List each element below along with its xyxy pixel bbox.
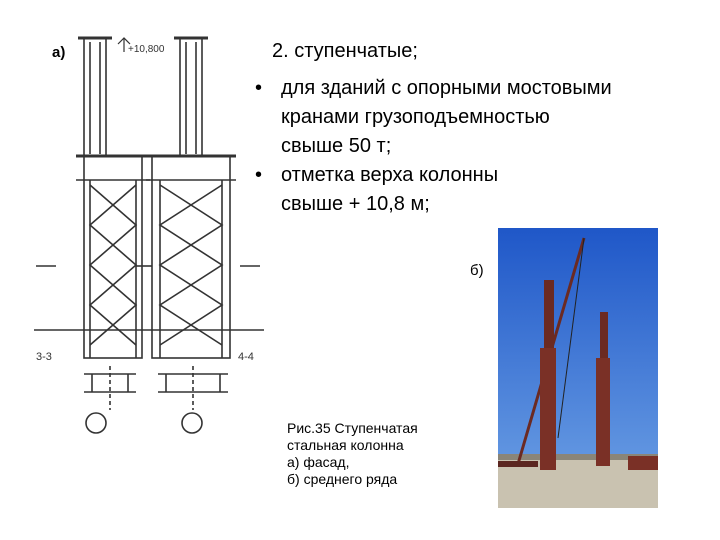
left-axis-bubble <box>86 413 106 433</box>
right-axis-bubble <box>182 413 202 433</box>
bullet-symbol: • <box>255 164 263 186</box>
construction-photo <box>498 228 658 508</box>
bullet-line: свыше 50 т; <box>281 135 392 157</box>
caption-line: а) фасад, <box>287 454 350 470</box>
heading: 2. ступенчатые; <box>272 40 418 62</box>
caption-line: стальная колонна <box>287 437 404 453</box>
bullet-list <box>255 74 715 219</box>
caption-line: б) среднего ряда <box>287 471 398 487</box>
column-drawing <box>28 30 268 440</box>
right-column-lower <box>152 156 230 358</box>
bullet-line: для зданий с опорными мостовыми <box>281 77 612 99</box>
bullet-line: отметка верха колонны <box>281 164 499 186</box>
bullet-line: кранами грузоподъемностью <box>281 106 550 128</box>
left-column-upper <box>84 38 106 156</box>
figure-label-b: б) <box>470 262 484 279</box>
figure-caption <box>287 420 418 488</box>
bullet-item <box>255 74 715 161</box>
section-label-right: 4-4 <box>238 351 254 363</box>
caption-line: Рис.35 Ступенчатая <box>287 420 418 436</box>
right-section-plan <box>158 366 228 410</box>
bullet-line: свыше + 10,8 м; <box>281 193 430 215</box>
right-column-upper <box>180 38 202 156</box>
bullet-item <box>255 161 715 219</box>
bullet-symbol: • <box>255 77 263 99</box>
figure-label-a: а) <box>52 44 66 61</box>
section-label-left: 3-3 <box>36 351 52 363</box>
left-section-plan <box>84 366 136 410</box>
elevation-mark-label: +10,800 <box>128 44 165 55</box>
